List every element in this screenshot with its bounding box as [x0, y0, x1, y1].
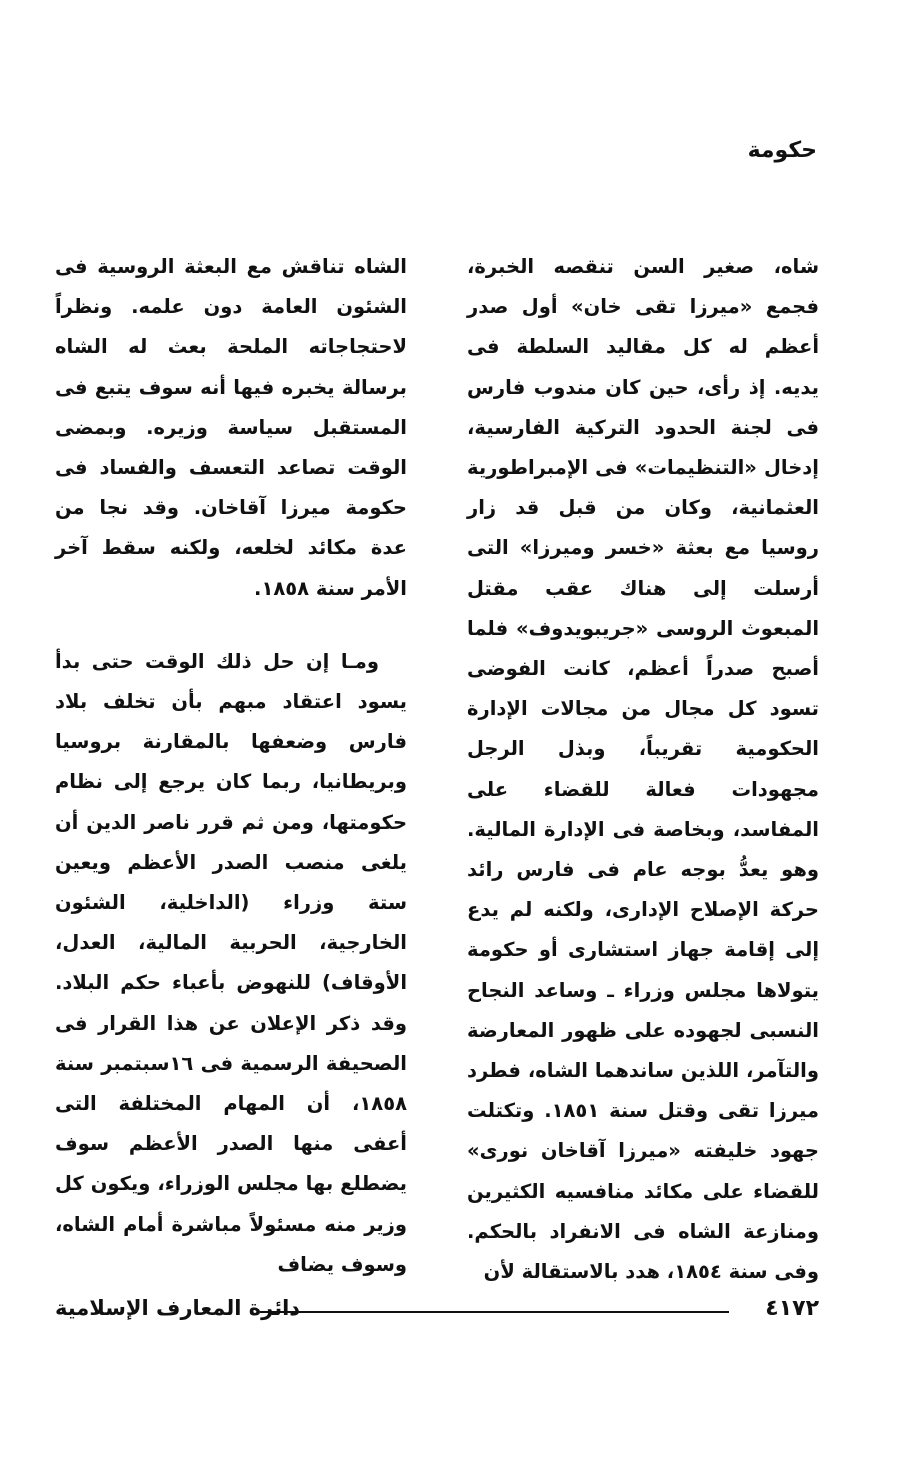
footer-rule [260, 1311, 729, 1313]
paragraph: الشاه تناقش مع البعثة الروسية فى الشئون العامة دون علمه. ونظراً لاحتجاجاته الملحة بعث له الشاه برسالة يخبره فيها أنه سوف يتبع فى المستقبل سياسة وزيره. وبمضى الوقت تصاعد التعسف والفساد فى حكومة ميرزا آقاخان. وقد نجا من عدة مكائد لخلعه، ولكنه سقط آخر الأمر سنة ١٨٥٨. [55, 255, 407, 600]
paragraph: شاه، صغير السن تنقصه الخبرة، فجمع «ميرزا تقى خان» أول صدر أعظم له كل مقاليد السلطة فى يديه. إذ رأى، حين كان مندوب فارس فى لجنة الحدود التركية الفارسية، إدخال «التنظيمات» فى الإمبراطورية العثمانية، وكان من قبل قد زار روسيا مع بعثة «خسر وميرزا» التى أرسلت إلى هناك عقب مقتل المبعوث الروسى «جريبويدوف» فلما أصبح صدراً أعظم، كانت الفوضى تسود كل مجال من مجالات الإدارة الحكومية تقريباً، وبذل الرجل مجهودات فعالة للقضاء على المفاسد، وبخاصة فى الإدارة المالية. وهو يعدُّ بوجه عام فى فارس رائد حركة الإصلاح الإدارى، ولكنه لم يدع إلى إقامة جهاز استشارى أو حكومة يتولاها مجلس وزراء ـ وساعد النجاح النسبى لجهوده على ظهور المعارضة والتآمر، اللذين ساندهما الشاه، فطرد ميرزا تقى وقتل سنة ١٨٥١. وتكتلت جهود خليفته «ميرزا آقاخان نورى» للقضاء على مكائد منافسيه الكثيرين ومنازعة الشاه فى الانفراد بالحكم. وفى سنة ١٨٥٤، هدد بالاستقالة لأن [467, 255, 819, 1284]
page-footer [55, 1296, 819, 1326]
text-column-left [55, 247, 407, 1285]
encyclopedia-title: دائرة المعارف الإسلامية [55, 1296, 301, 1320]
running-title: حكومة [747, 138, 817, 163]
paragraph: ومـا إن حل ذلك الوقت حتى بدأ يسود اعتقاد مبهم بأن تخلف بلاد فارس وضعفها بالمقارنة بروسيا وبريطانيا، ربما كان يرجع إلى نظام حكومتها، ومن ثم قرر ناصر الدين أن يلغى منصب الصدر الأعظم ويعين ستة وزراء (الداخلية، الشئون الخارجية، الحربية المالية، العدل، الأوقاف) للنهوض بأعباء حكم البلاد. وقد ذكر الإعلان عن هذا القرار فى الصحيفة الرسمية فى ١٦سبتمبر سنة ١٨٥٨، أن المهام المختلفة التى أعفى منها الصدر الأعظم سوف يضطلع بها مجلس الوزراء، ويكون كل وزير منه مسئولاً مباشرة أمام الشاه، وسوف يضاف [55, 649, 407, 1276]
page-number: ٤١٧٢ [765, 1296, 819, 1321]
text-column-right [467, 247, 819, 1292]
